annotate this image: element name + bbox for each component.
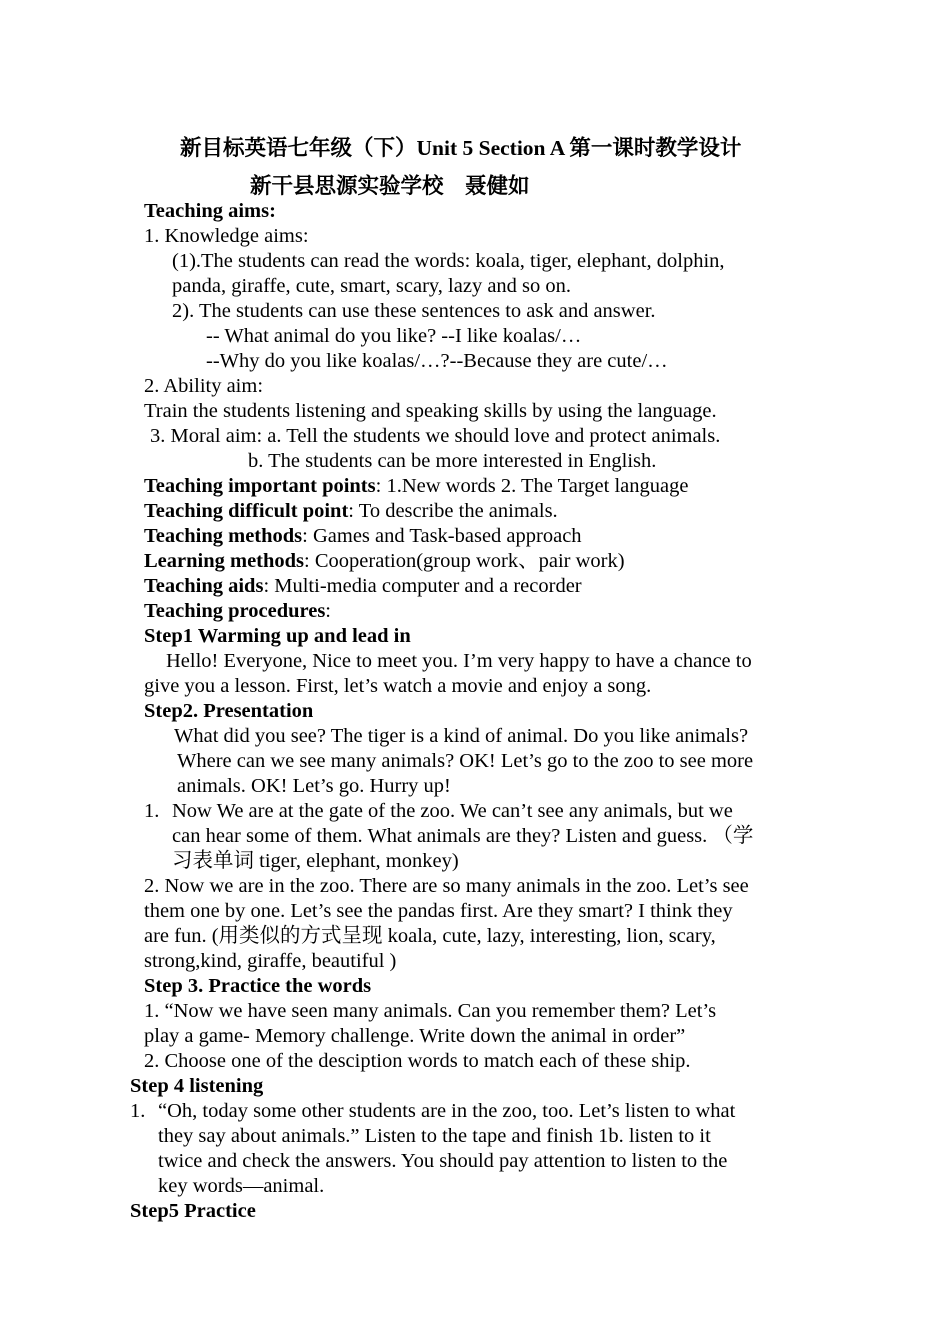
knowledge-aim-2-dialogue-2: --Why do you like koalas/…?--Because they are cute/…: [206, 350, 668, 372]
step2-item-2-line-1: 2. Now we are in the zoo. There are so many animals in the zoo. Let’s see: [144, 875, 749, 897]
moral-aim-a: 3. Moral aim: a. Tell the students we should love and protect animals.: [150, 425, 721, 447]
step2-intro-line-1: What did you see? The tiger is a kind of animal. Do you like animals?: [174, 725, 749, 747]
step4-line-2: they say about animals.” Listen to the tape and finish 1b. listen to it: [158, 1125, 711, 1147]
teaching-aims-heading: Teaching aims:: [144, 200, 276, 222]
step2-item-2-line-3: are fun. (用类似的方式呈现 koala, cute, lazy, interesting, lion, scary,: [144, 925, 716, 947]
step2-heading: Step2. Presentation: [144, 700, 314, 722]
step2-item-2-line-4: strong,kind, giraffe, beautiful ): [144, 950, 397, 972]
step4-line-1: “Oh, today some other students are in the zoo, too. Let’s listen to what: [158, 1100, 736, 1122]
step2-item-1-line-2: can hear some of them. What animals are they? Listen and guess. （学: [172, 825, 754, 847]
knowledge-aim-2-dialogue-1: -- What animal do you like? --I like koalas/…: [206, 325, 582, 347]
step2-intro-line-3: animals. OK! Let’s go. Hurry up!: [177, 775, 451, 797]
step3-item-1-line-2: play a game- Memory challenge. Write down the animal in order”: [144, 1025, 686, 1047]
knowledge-aim-1-line-1: (1).The students can read the words: koala, tiger, elephant, dolphin,: [172, 250, 725, 272]
step3-heading: Step 3. Practice the words: [144, 975, 372, 997]
step2-item-2-line-2: them one by one. Let’s see the pandas first. Are they smart? I think they: [144, 900, 733, 922]
learning-methods-line: Learning methods: Cooperation(group work、pair work): [144, 550, 625, 572]
step2-item-1-line-1: Now We are at the gate of the zoo. We can’t see any animals, but we: [172, 800, 733, 822]
step4-item-number: 1.: [130, 1100, 146, 1122]
knowledge-aim-1-line-2: panda, giraffe, cute, smart, scary, lazy and so on.: [172, 275, 572, 297]
step4-line-4: key words—animal.: [158, 1175, 325, 1197]
ability-aim-label: 2. Ability aim:: [144, 375, 264, 397]
step4-line-3: twice and check the answers. You should pay attention to listen to the: [158, 1150, 728, 1172]
teaching-methods-line: Teaching methods: Games and Task-based approach: [144, 525, 582, 547]
document-title: 新目标英语七年级（下）Unit 5 Section A 第一课时教学设计: [180, 136, 742, 160]
ability-aim-text: Train the students listening and speaking skills by using the language.: [144, 400, 717, 422]
step3-item-2: 2. Choose one of the desciption words to match each of these ship.: [144, 1050, 691, 1072]
author-line: 新干县思源实验学校 聂健如: [250, 174, 530, 198]
step3-item-1-line-1: 1. “Now we have seen many animals. Can you remember them? Let’s: [144, 1000, 717, 1022]
step2-item-1-line-3: 习表单词 tiger, elephant, monkey): [172, 850, 459, 872]
step2-intro-line-2: Where can we see many animals? OK! Let’s go to the zoo to see more: [177, 750, 754, 772]
moral-aim-b: b. The students can be more interested in English.: [248, 450, 657, 472]
step1-line-1: Hello! Everyone, Nice to meet you. I’m very happy to have a chance to: [166, 650, 752, 672]
step2-item-1-number: 1.: [144, 800, 160, 822]
teaching-aids-line: Teaching aids: Multi-media computer and a recorder: [144, 575, 582, 597]
difficult-point-line: Teaching difficult point: To describe the animals.: [144, 500, 558, 522]
knowledge-aims-label: 1. Knowledge aims:: [144, 225, 309, 247]
step4-heading: Step 4 listening: [130, 1075, 264, 1097]
important-points-line: Teaching important points: 1.New words 2. The Target language: [144, 475, 689, 497]
step5-heading: Step5 Practice: [130, 1200, 256, 1222]
knowledge-aim-2: 2). The students can use these sentences to ask and answer.: [172, 300, 656, 322]
step1-line-2: give you a lesson. First, let’s watch a movie and enjoy a song.: [144, 675, 652, 697]
step1-heading: Step1 Warming up and lead in: [144, 625, 411, 647]
teaching-procedures-line: Teaching procedures:: [144, 600, 331, 622]
